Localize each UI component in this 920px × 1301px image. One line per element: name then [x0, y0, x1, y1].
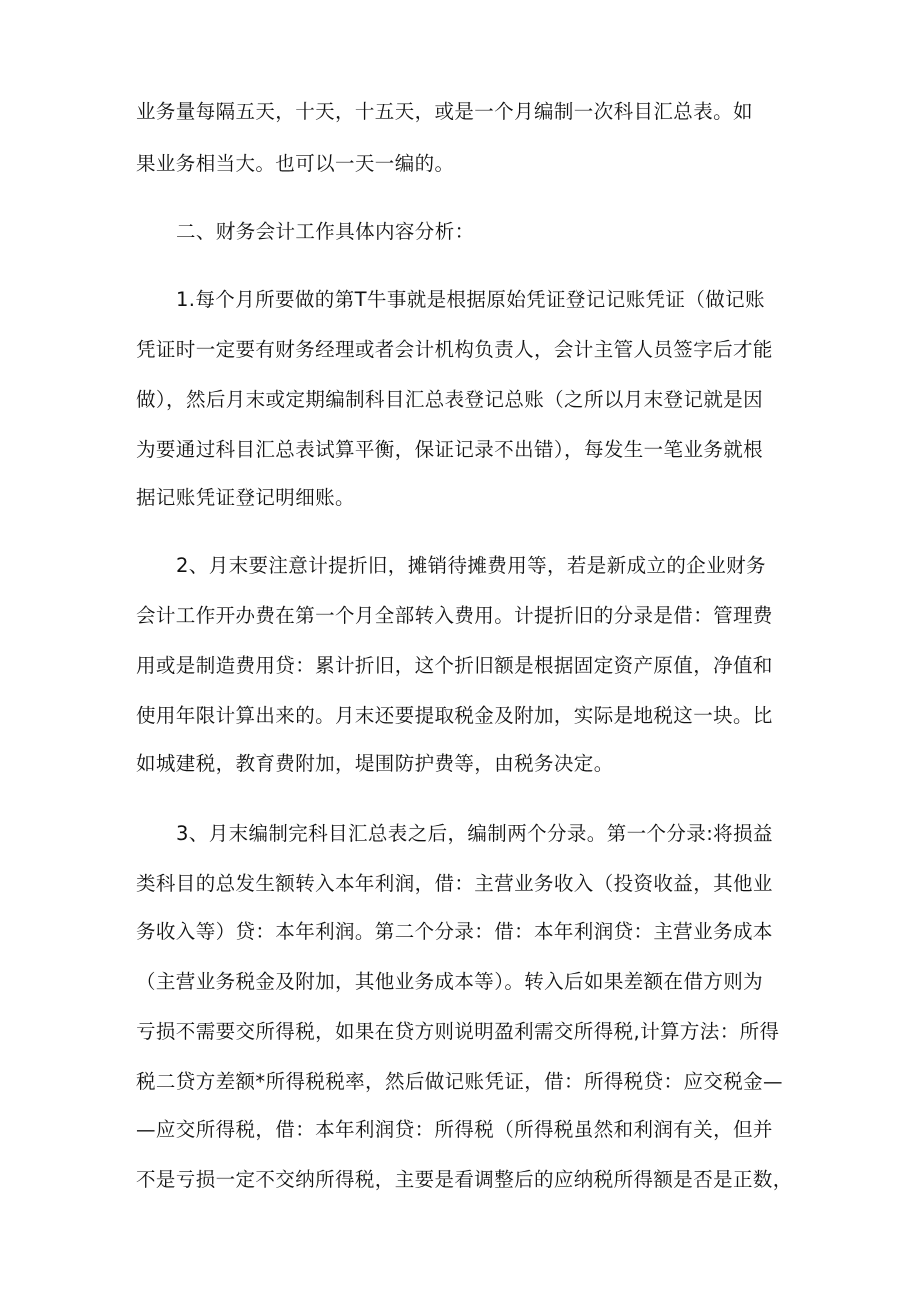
text-line-11: 用或是制造费用贷：累计折旧，这个折旧额是根据固定资产原值，净值和 [136, 654, 773, 677]
text-line-17: （主营业务税金及附加，其他业务成本等）。转入后如果差额在借方则为 [136, 970, 764, 993]
text-line-20: —应交所得税，借：本年利润贷：所得税（所得税虽然和利润有关，但并 [136, 1118, 773, 1141]
text-line-12: 使用年限计算出来的。月末还要提取税金及附加，实际是地税这一块。比 [136, 704, 773, 727]
text-line-7: 为要通过科目汇总表试算平衡，保证记录不出错），每发生一笔业务就根 [136, 438, 764, 461]
text-line-1: 业务量每隔五天，十天，十五天，或是一个月编制一次科目汇总表。如 [136, 100, 753, 123]
text-line-6: 做），然后月末或定期编制科目汇总表登记总账（之所以月末登记就是因 [136, 388, 764, 411]
text-line-15: 类科目的总发生额转入本年利润，借：主营业务收入（投资收益，其他业 [136, 872, 773, 895]
text-line-13: 如城建税，教育费附加，堤围防护费等，由税务决定。 [136, 752, 614, 775]
text-line-4: 1.每个月所要做的第T牛事就是根据原始凭证登记记账凭证（做记账 [176, 288, 765, 311]
text-line-16: 务收入等）贷：本年利润。第二个分录：借：本年利润贷：主营业务成本 [136, 920, 773, 943]
text-line-5: 凭证时一定要有财务经理或者会计机构负责人，会计主管人员签字后才能 [136, 338, 773, 361]
text-line-14: 3、月末编制完科目汇总表之后，编制两个分录。第一个分录:将损益 [176, 822, 773, 845]
text-line-9: 2、月末要注意计提折旧，摊销待摊费用等，若是新成立的企业财务 [176, 554, 766, 577]
text-line-18: 亏损不需要交所得税，如果在贷方则说明盈利需交所得税,计算方法：所得 [136, 1020, 780, 1043]
text-line-21: 不是亏损一定不交纳所得税，主要是看调整后的应纳税所得额是否是正数， [136, 1168, 793, 1191]
text-line-8: 据记账凭证登记明细账。 [136, 486, 355, 509]
text-line-10: 会计工作开办费在第一个月全部转入费用。计提折旧的分录是借：管理费 [136, 604, 773, 627]
text-line-2: 果业务相当大。也可以一天一编的。 [136, 152, 455, 175]
section-heading: 二、财务会计工作具体内容分析： [176, 220, 475, 243]
text-line-19: 税二贷方差额*所得税税率，然后做记账凭证，借：所得税贷：应交税金— [136, 1070, 783, 1093]
